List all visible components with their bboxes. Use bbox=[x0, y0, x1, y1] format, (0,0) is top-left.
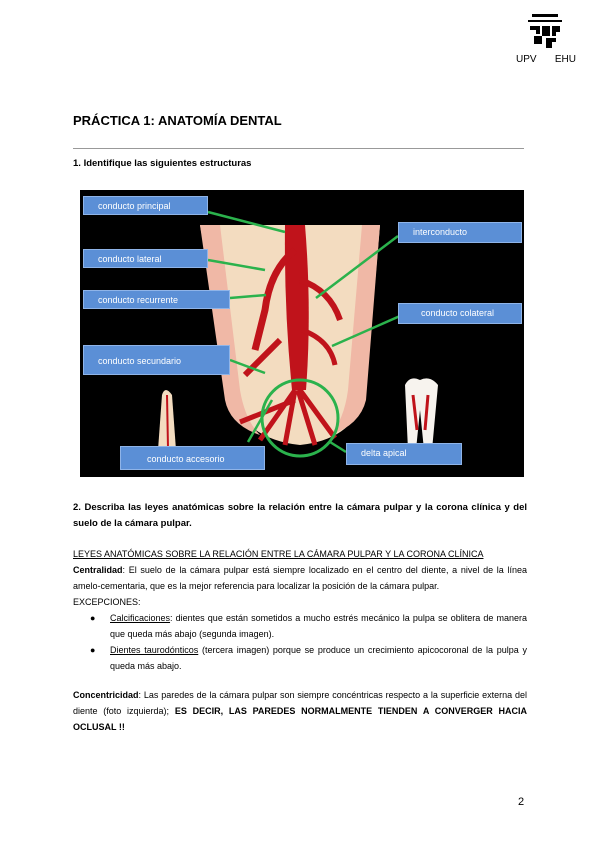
question-1 bbox=[73, 156, 527, 172]
label-conducto-colateral: conducto colateral bbox=[398, 303, 522, 324]
concentricidad-text: : Las paredes de la cámara pulpar son siempre concéntricas respecto a la superficie externa del diente (foto izquierda); bbox=[73, 690, 527, 716]
question-1-text: Identifique las siguientes estructuras bbox=[83, 158, 252, 169]
bullet-term: Dientes taurodónticos bbox=[110, 645, 199, 655]
concentricidad-emphasis: ES DECIR, LAS PAREDES NORMALMENTE TIENDEN A CONVERGER HACIA OCLUSAL !! bbox=[73, 706, 527, 732]
bullet-text: : dientes que están sometidos a mucho estrés mecánico la pulpa se oblitera de manera que queda más abajo (segunda imagen). bbox=[110, 613, 527, 639]
upv-ehu-logo bbox=[516, 14, 576, 68]
label-delta-apical: delta apical bbox=[346, 443, 462, 465]
question-1-number: 1. bbox=[73, 158, 81, 169]
question-2-number: 2. bbox=[73, 502, 81, 513]
centralidad-paragraph bbox=[73, 562, 527, 594]
concentricidad-paragraph bbox=[73, 687, 527, 735]
centralidad-label: Centralidad bbox=[73, 565, 123, 575]
list-item bbox=[90, 642, 527, 674]
question-2-text: Describa las leyes anatómicas sobre la relación entre la cámara pulpar y la corona clínica y del suelo de la cámara pulpar. bbox=[73, 502, 528, 529]
label-conducto-lateral: conducto lateral bbox=[83, 249, 208, 268]
bullet-text: (tercera imagen) porque se produce un crecimiento apicocoronal de la pulpa y queda más abajo. bbox=[110, 645, 527, 671]
page-title: PRÁCTICA 1: ANATOMÍA DENTAL bbox=[73, 113, 282, 128]
label-conducto-accesorio: conducto accesorio bbox=[120, 446, 265, 470]
bullet-term: Calcificaciones bbox=[110, 613, 171, 623]
page-number: 2 bbox=[518, 796, 525, 808]
label-interconducto: interconducto bbox=[398, 222, 522, 243]
label-conducto-recurrente: conducto recurrente bbox=[83, 290, 230, 309]
divider bbox=[73, 148, 524, 149]
bullet-icon: ● bbox=[90, 645, 96, 655]
question-2 bbox=[73, 500, 527, 532]
exceptions-label: EXCEPCIONES: bbox=[73, 597, 141, 607]
laws-heading-text: LEYES ANATÓMICAS SOBRE LA RELACIÓN ENTRE LA CÁMARA PULPAR Y LA CORONA CLÍNICA bbox=[73, 549, 484, 559]
label-conducto-secundario: conducto secundario bbox=[83, 345, 230, 375]
concentricidad-label: Concentricidad bbox=[73, 690, 139, 700]
root-canal-diagram bbox=[80, 190, 524, 477]
bullet-icon: ● bbox=[90, 613, 96, 623]
logo-ehu: EHU bbox=[554, 54, 576, 65]
list-item bbox=[90, 610, 527, 642]
centralidad-text: : El suelo de la cámara pulpar está siempre localizado en el centro del diente, a nivel de la línea amelo-cementaria, que es la mejor referencia para localizar la posición de la cámara pulpar. bbox=[73, 565, 527, 591]
label-conducto-principal: conducto principal bbox=[83, 196, 208, 215]
university-seal-icon bbox=[528, 14, 562, 50]
logo-upv: UPV bbox=[516, 54, 537, 65]
laws-heading bbox=[73, 546, 527, 562]
